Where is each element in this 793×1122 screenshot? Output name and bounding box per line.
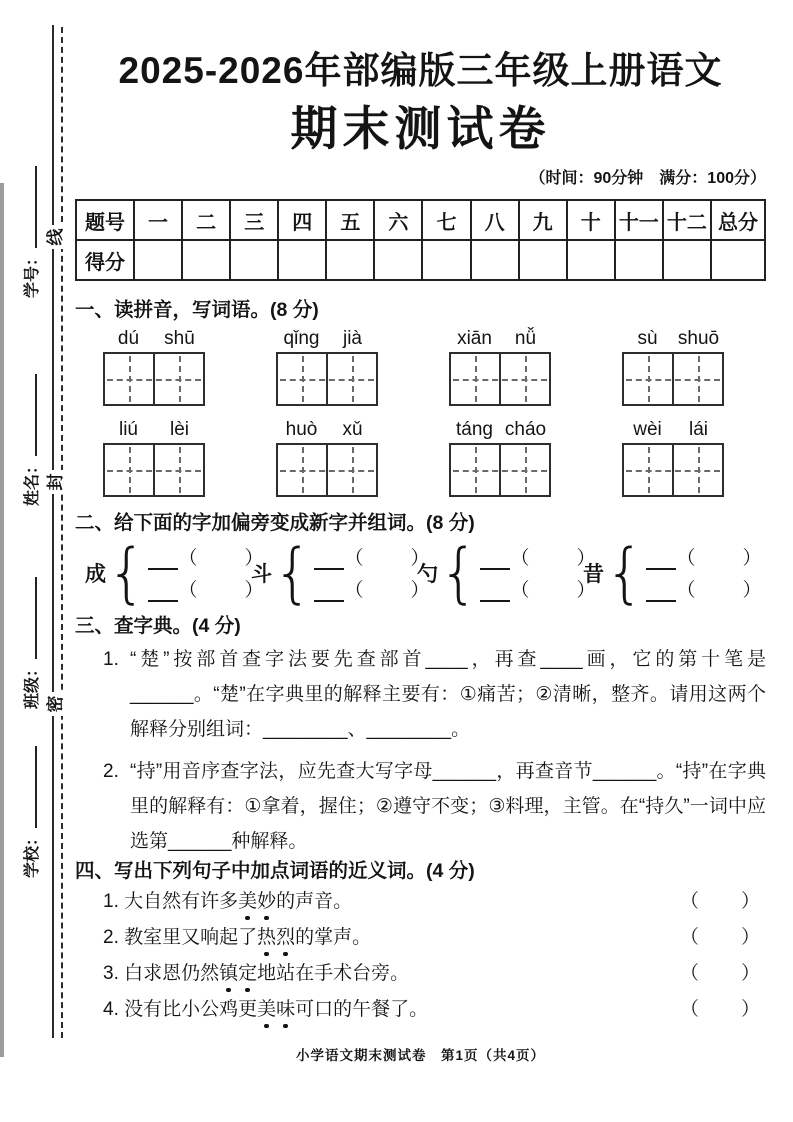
- emphasized-word: 美味: [257, 999, 296, 1020]
- radical-item: [583, 533, 762, 611]
- pinyin-labels: [276, 419, 378, 441]
- paren-open: （: [344, 548, 364, 569]
- writing-grid: [622, 352, 724, 406]
- answer-blank: [480, 585, 510, 602]
- score-cell-empty: [230, 240, 278, 280]
- section-4-heading: 四、写出下列句子中加点词语的近义词。(4 分): [75, 860, 475, 882]
- brace-glyph: {: [107, 533, 147, 611]
- pinyin-syllable: sù: [637, 328, 658, 349]
- seal-field-school: [18, 727, 42, 897]
- answer-blank: [646, 553, 676, 570]
- question-number: 2.: [103, 761, 119, 782]
- sentence-pre: 大自然有许多: [124, 891, 239, 912]
- writing-grid-cell: [451, 354, 499, 404]
- score-cell-empty: [471, 240, 519, 280]
- paren-close: ）: [740, 999, 760, 1020]
- score-table: [75, 199, 766, 281]
- question-text: “持”用音序查字法，应先查大写字母______，再查音节______。“持”在字典里的解释有：①拿着，握住；②遵守不变；③料理，主管。在“持久”一词中应选第______种解释。: [130, 761, 766, 852]
- score-table-header-cell: 六: [374, 200, 422, 240]
- sentence-post: 的声音。: [276, 891, 353, 912]
- writing-grid: [622, 443, 724, 497]
- pinyin-syllable: nǚ: [514, 328, 537, 349]
- writing-grid-cell: [153, 445, 203, 495]
- score-cell-empty: [711, 240, 765, 280]
- paren-close: ）: [244, 580, 264, 601]
- seal-field-label: 学校：: [23, 830, 41, 879]
- writing-grid-cell: [105, 445, 153, 495]
- paren-close: ）: [576, 548, 596, 569]
- radical-item: [85, 533, 264, 611]
- writing-grid-cell: [451, 445, 499, 495]
- writing-grid: [276, 443, 378, 497]
- answer-blank: [314, 553, 344, 570]
- answer-parens: [680, 998, 760, 1022]
- writing-grid-cell: [672, 445, 722, 495]
- pinyin-syllable: lái: [688, 419, 708, 440]
- radical-option-line: [148, 543, 263, 570]
- pinyin-labels: [103, 328, 205, 350]
- seal-field-label: 班级：: [23, 661, 41, 710]
- score-table-header-cell: 五: [326, 200, 374, 240]
- score-cell-empty: [134, 240, 182, 280]
- pinyin-syllable: wèi: [633, 419, 662, 440]
- writing-grid-cell: [105, 354, 153, 404]
- paren-close: ）: [740, 891, 760, 912]
- section-3-heading: 三、查字典。(4 分): [75, 615, 241, 637]
- sentence-number: 3.: [103, 963, 125, 984]
- paren-open: （: [676, 548, 696, 569]
- pinyin-labels: [449, 419, 551, 441]
- paren-open: （: [676, 580, 696, 601]
- sentence-post: 地站在手术台旁。: [257, 963, 410, 984]
- radical-option-line: [480, 575, 595, 602]
- page-footer: 小学语文期末测试卷 第1页（共4页）: [295, 1048, 545, 1063]
- paren-close: ）: [740, 927, 760, 948]
- answer-parens: [680, 890, 760, 914]
- seal-field-class: [18, 558, 42, 728]
- pinyin-syllable: dú: [117, 328, 140, 349]
- radical-option-line: [646, 543, 761, 570]
- paper-content: [75, 0, 766, 1122]
- radical-options: [646, 538, 761, 607]
- score-table-header-cell: 八: [471, 200, 519, 240]
- pinyin-word-group: [622, 328, 724, 406]
- pinyin-syllable: lèi: [169, 419, 189, 440]
- pinyin-word-group: [103, 419, 205, 497]
- radical-options: [148, 538, 263, 607]
- answer-blank: [314, 585, 344, 602]
- seal-field-blank: [23, 746, 37, 828]
- sentence-number: 1.: [103, 891, 125, 912]
- dictionary-questions: [75, 642, 766, 866]
- writing-grid-cell: [326, 445, 376, 495]
- answer-parens: [680, 962, 760, 986]
- writing-grid: [276, 352, 378, 406]
- pinyin-labels: [622, 328, 724, 350]
- seal-character: 封: [41, 470, 65, 494]
- sentence-post: 的掌声。: [295, 927, 372, 948]
- paren-close: ）: [410, 580, 430, 601]
- radical-options: [314, 538, 429, 607]
- paren-close: ）: [742, 580, 762, 601]
- emphasized-word: 镇定: [219, 963, 258, 984]
- base-character: 成: [85, 562, 106, 586]
- paren-close: ）: [244, 548, 264, 569]
- writing-grid-cell: [278, 354, 326, 404]
- score-cell-empty: [615, 240, 663, 280]
- sentence-number: 4.: [103, 999, 125, 1020]
- answer-blank: [148, 585, 178, 602]
- writing-grid-cell: [278, 445, 326, 495]
- seal-field-blank: [23, 374, 37, 456]
- seal-field-student-id: [18, 147, 42, 317]
- seal-character: 密: [41, 692, 65, 716]
- writing-grid-cell: [624, 445, 672, 495]
- pinyin-labels: [622, 419, 724, 441]
- paren-close: ）: [742, 548, 762, 569]
- radical-option-line: [148, 575, 263, 602]
- paren-open: （: [344, 580, 364, 601]
- score-cell-empty: [663, 240, 711, 280]
- section-2-heading: 二、给下面的字加偏旁变成新字并组词。(8 分): [75, 512, 475, 534]
- seal-line-dashed: [61, 27, 63, 1038]
- seal-character: 线: [41, 225, 65, 249]
- writing-grid-cell: [499, 445, 549, 495]
- pinyin-syllable: xǔ: [342, 419, 363, 440]
- radical-item: [251, 533, 430, 611]
- score-cell-empty: [182, 240, 230, 280]
- synonym-sentence-row: [103, 998, 760, 1022]
- paren-open: （: [680, 999, 700, 1020]
- sentence: [103, 962, 409, 986]
- sentence-post: 可口的午餐了。: [295, 999, 429, 1020]
- pinyin-word-group: [276, 419, 378, 497]
- pinyin-row-1: [75, 328, 766, 406]
- seal-field-blank: [23, 577, 37, 659]
- score-table-header-cell: 总分: [711, 200, 765, 240]
- paren-open: （: [510, 548, 530, 569]
- pinyin-syllable: táng: [456, 419, 493, 440]
- score-table-header-cell: 七: [422, 200, 470, 240]
- seal-field-name: [18, 355, 42, 525]
- answer-parens: [676, 543, 761, 570]
- brace-glyph: {: [439, 533, 479, 611]
- pinyin-syllable: xiān: [457, 328, 492, 349]
- score-cell-empty: [567, 240, 615, 280]
- dictionary-question: [103, 642, 766, 747]
- pinyin-syllable: shū: [164, 328, 195, 349]
- answer-blank: [148, 553, 178, 570]
- writing-grid-cell: [624, 354, 672, 404]
- paren-open: （: [680, 963, 700, 984]
- paren-open: （: [510, 580, 530, 601]
- base-character: 昔: [583, 562, 604, 586]
- score-table-corner-cell: 题号: [76, 200, 134, 240]
- synonym-sentences: [75, 890, 766, 1034]
- pinyin-word-group: [276, 328, 378, 406]
- base-character: 斗: [251, 562, 272, 586]
- radical-option-line: [480, 543, 595, 570]
- seal-field-label: 学号：: [23, 250, 41, 299]
- pinyin-word-group: [449, 328, 551, 406]
- score-table-header-cell: 三: [230, 200, 278, 240]
- radical-items-row: [75, 533, 766, 611]
- score-cell-empty: [278, 240, 326, 280]
- writing-grid-cell: [499, 354, 549, 404]
- score-table-header-cell: 一: [134, 200, 182, 240]
- radical-option-line: [646, 575, 761, 602]
- pinyin-word-group: [103, 328, 205, 406]
- seal-field-label: 姓名：: [23, 458, 41, 507]
- score-table-header-cell: 十一: [615, 200, 663, 240]
- pinyin-labels: [276, 328, 378, 350]
- radical-option-line: [314, 575, 429, 602]
- pinyin-syllable: cháo: [504, 419, 547, 440]
- paper-title-line2: 期末测试卷: [290, 102, 551, 155]
- writing-grid: [103, 352, 205, 406]
- sentence-pre: 白求恩仍然: [124, 963, 220, 984]
- pinyin-labels: [449, 328, 551, 350]
- answer-parens: [676, 575, 761, 602]
- pinyin-syllable: shuō: [677, 328, 720, 349]
- score-table-header-row: [76, 200, 765, 240]
- exam-meta: （时间：90分钟 满分：100分）: [529, 170, 766, 187]
- writing-grid-cell: [153, 354, 203, 404]
- paren-open: （: [178, 580, 198, 601]
- question-number: 1.: [103, 649, 119, 670]
- synonym-sentence-row: [103, 962, 760, 986]
- sentence-number: 2.: [103, 927, 125, 948]
- score-table-header-cell: 四: [278, 200, 326, 240]
- brace-glyph: {: [605, 533, 645, 611]
- dictionary-question: [103, 754, 766, 859]
- paren-open: （: [680, 927, 700, 948]
- seal-field-blank: [23, 166, 37, 248]
- writing-grid-cell: [672, 354, 722, 404]
- pinyin-syllable: qǐng: [283, 328, 320, 349]
- answer-parens: [680, 926, 760, 950]
- answer-blank: [480, 553, 510, 570]
- paren-open: （: [680, 891, 700, 912]
- sentence: [103, 998, 428, 1022]
- section-1-heading: 一、读拼音，写词语。(8 分): [75, 299, 319, 321]
- paper-title-line1: 2025-2026年部编版三年级上册语文: [118, 50, 723, 91]
- writing-grid: [103, 443, 205, 497]
- pinyin-word-group: [622, 419, 724, 497]
- emphasized-word: 美妙: [238, 891, 277, 912]
- page-edge-shadow: [0, 183, 4, 1057]
- score-table-header-cell: 十: [567, 200, 615, 240]
- paren-close: ）: [410, 548, 430, 569]
- synonym-sentence-row: [103, 926, 760, 950]
- base-character: 勺: [417, 562, 438, 586]
- pinyin-syllable: jià: [342, 328, 362, 349]
- score-cell-empty: [374, 240, 422, 280]
- pinyin-row-2: [75, 419, 766, 497]
- sentence: [103, 926, 371, 950]
- score-table-score-row: [76, 240, 765, 280]
- synonym-sentence-row: [103, 890, 760, 914]
- emphasized-word: 热烈: [257, 927, 296, 948]
- paren-close: ）: [576, 580, 596, 601]
- score-cell-empty: [326, 240, 374, 280]
- paren-open: （: [178, 548, 198, 569]
- writing-grid: [449, 443, 551, 497]
- answer-blank: [646, 585, 676, 602]
- score-table-header-cell: 二: [182, 200, 230, 240]
- pinyin-labels: [103, 419, 205, 441]
- pinyin-syllable: liú: [118, 419, 138, 440]
- sentence-pre: 教室里又响起了: [124, 927, 258, 948]
- radical-item: [417, 533, 596, 611]
- score-cell-empty: [519, 240, 567, 280]
- radical-options: [480, 538, 595, 607]
- score-cell-empty: [422, 240, 470, 280]
- score-row-label: 得分: [76, 240, 134, 280]
- score-table-header-cell: 九: [519, 200, 567, 240]
- paren-close: ）: [740, 963, 760, 984]
- radical-option-line: [314, 543, 429, 570]
- writing-grid: [449, 352, 551, 406]
- pinyin-word-group: [449, 419, 551, 497]
- sentence: [103, 890, 352, 914]
- writing-grid-cell: [326, 354, 376, 404]
- sentence-pre: 没有比小公鸡更: [124, 999, 258, 1020]
- seal-line-solid: [52, 25, 54, 1038]
- pinyin-syllable: huò: [285, 419, 318, 440]
- question-text: “楚”按部首查字法要先查部首____，再查____画，它的第十笔是______。“楚”在字典里的解释主要有：①痛苦；②清晰，整齐。请用这两个解释分别组词：________、________。: [130, 649, 766, 740]
- score-table-header-cell: 十二: [663, 200, 711, 240]
- brace-glyph: {: [273, 533, 313, 611]
